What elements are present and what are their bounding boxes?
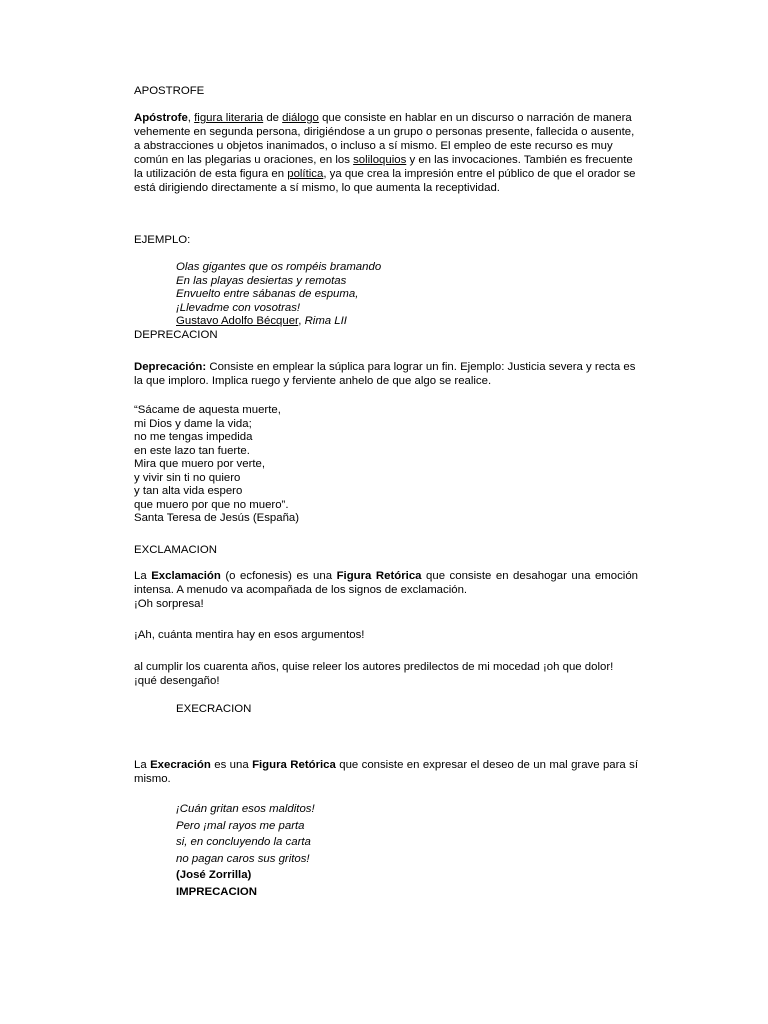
text-fragment: La (134, 759, 151, 771)
text-fragment: que consiste en expresar el deseo de un mal grave para sí mismo. (134, 759, 639, 785)
text-fragment: y en las invocaciones. También es frecuente la utilización de esta figura en (134, 154, 633, 180)
term-figura-retorica: Figura Retórica (252, 759, 336, 771)
term-exclamacion: Exclamación (151, 570, 221, 582)
text-fragment: , ya que crea la impresión entre el público de que el orador se está dirigiendo directamente a sí mismo, lo que aumenta la receptividad. (134, 168, 636, 194)
execracion-definition (134, 758, 638, 786)
exclamacion-example-3: al cumplir los cuarenta años, quise releer los autores predilectos de mi mocedad ¡oh que dolor! ¡qué desengaño! (134, 661, 614, 687)
text-fragment: es una (210, 759, 253, 771)
deprecacion-definition (134, 360, 638, 388)
poem-line: ¡Cuán gritan esos malditos! (176, 803, 315, 815)
work-title: Rima LII (304, 315, 347, 327)
poem-line: en este lazo tan fuerte. (134, 444, 250, 457)
link-politica[interactable]: política (287, 168, 324, 180)
example-label: EJEMPLO: (134, 234, 191, 246)
link-becquer[interactable]: Gustavo Adolfo Bécquer (176, 315, 299, 327)
heading-imprecacion: IMPRECACION (176, 885, 258, 898)
poem-line: En las playas desiertas y remotas (176, 274, 347, 287)
poem-line: no pagan caros sus gritos! (176, 852, 310, 865)
poem-line: mi Dios y dame la vida; (134, 417, 252, 430)
heading-deprecacion: DEPRECACION (134, 329, 218, 341)
poem-line: y vivir sin ti no quiero (134, 471, 241, 484)
text-fragment: , (298, 315, 305, 327)
text-fragment: de (263, 112, 283, 124)
apostrofe-definition (134, 111, 638, 195)
heading-execracion: EXECRACION (176, 703, 252, 715)
text-fragment: Consiste en emplear la súplica para lograr un fin. Ejemplo: Justicia severa y recta es la que imploro. Implica ruego y ferviente anhelo de que algo se realice. (134, 361, 636, 387)
term-figura-retorica: Figura Retórica (336, 570, 422, 582)
poem-line: y tan alta vida espero (134, 485, 243, 497)
exclamacion-example-1: ¡Oh sorpresa! (134, 598, 204, 610)
poem-line: Mira que muero por verte, (134, 458, 266, 470)
link-dialogo[interactable]: diálogo (282, 112, 319, 124)
text-fragment: (o ecfonesis) es una (220, 570, 337, 582)
poem-author: Santa Teresa de Jesús (España) (134, 512, 300, 524)
text-fragment: La (134, 570, 152, 582)
link-figura-literaria[interactable]: figura literaria (194, 112, 264, 124)
term-deprecacion: Deprecación: (134, 361, 207, 373)
poem-line: que muero por que no muero”. (134, 498, 289, 511)
heading-exclamacion: EXCLAMACION (134, 544, 217, 556)
poem-line: Envuelto entre sábanas de espuma, (176, 288, 359, 300)
poem-line: Olas gigantes que os rompéis bramando (176, 261, 382, 273)
term-apostrofe: Apóstrofe (134, 112, 188, 124)
text-fragment: , (187, 112, 195, 124)
poem-line: no me tengas impedida (134, 431, 253, 443)
heading-apostrofe: APOSTROFE (134, 85, 205, 97)
exclamacion-definition (134, 569, 638, 597)
text-fragment: que consiste en hablar en un discurso o narración de manera vehemente en segunda persona, dirigiéndose a un grupo o personas presente, fallecida o ausente, a abstracciones u objetos inanimados, o incluso a sí mismo. El empleo de este recurso es muy común en las plegarias u oraciones, en los (134, 112, 635, 166)
exclamacion-example-2: ¡Ah, cuánta mentira hay en esos argumentos! (134, 629, 365, 641)
execracion-poem (176, 801, 638, 900)
apostrofe-poem (176, 261, 638, 329)
deprecacion-poem (134, 404, 638, 526)
poem-line: si, en concluyendo la carta (176, 836, 311, 848)
poem-author: (José Zorrilla) (176, 869, 252, 881)
poem-line: ¡Llevadme con vosotras! (176, 301, 301, 314)
poem-line: Pero ¡mal rayos me parta (176, 819, 305, 832)
link-soliloquios[interactable]: soliloquios (353, 154, 407, 166)
term-execracion: Execración (150, 759, 211, 771)
text-fragment: que consiste en desahogar una emoción intensa. A menudo va acompañada de los signos de exclamación. (134, 570, 639, 596)
poem-line: “Sácame de aquesta muerte, (134, 404, 281, 416)
poem-author (176, 315, 638, 329)
